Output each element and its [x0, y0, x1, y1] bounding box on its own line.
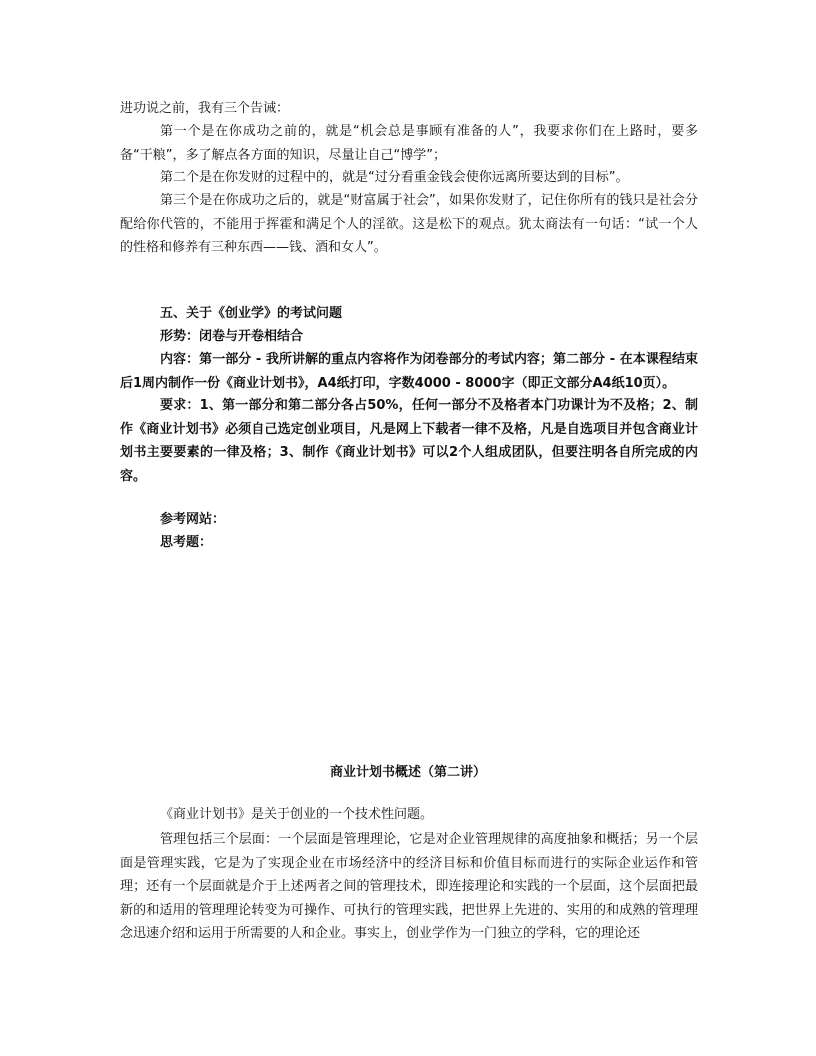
warning-first: 第一个是在你成功之前的，就是“机会总是事顾有准备的人”，我要求你们在上路时，要多备“干粮”，多了解点各方面的知识，尽量让自己“博学”；	[120, 124, 698, 163]
intro-line: 进功说之前，我有三个告诫：	[120, 101, 290, 116]
questions-label: 思考题：	[160, 535, 213, 550]
lecture-title: 商业计划书概述（第二讲）	[329, 765, 486, 780]
exam-requirements: 要求：1、第一部分和第二部分各占50%，任何一部分不及格者本门功课计为不及格；2、制作《商业计划书》必须自己选定创业项目，凡是网上下载者一律不及格，凡是自选项目并包含商业计划书主要要素的一律及格；3、制作《商业计划书》可以2个人组成团队，但要注明各自所完成的内容。	[120, 398, 698, 484]
warning-third: 第三个是在你成功之后的，就是“财富属于社会”，如果你发财了，记住你所有的钱只是社会分配给你代管的，不能用于挥霍和满足个人的淫欲。这是松下的观点。犹太商法有一句话：“试一个人的性格和修养有三种东西——钱、酒和女人”。	[120, 193, 698, 256]
warning-second: 第二个是在你发财的过程中的，就是“过分看重金钱会使你远离所要达到的目标”。	[160, 170, 629, 185]
reference-sites-label: 参考网站：	[160, 512, 226, 527]
lecture-paragraph-2: 管理包括三个层面：一个层面是管理理论，它是对企业管理规律的高度抽象和概括；另一个层面是管理实践，它是为了实现企业在市场经济中的经济目标和价值目标而进行的实际企业运作和管理；还有一个层面就是介于上述两者之间的管理技术，即连接理论和实践的一个层面，这个层面把最新的和适用的管理理论转变为可操作、可执行的管理实践，把世界上先进的、实用的和成熟的管理理念迅速介绍和运用于所需要的人和企业。事实上，创业学作为一门独立的学科，它的理论还	[120, 832, 698, 942]
lecture-paragraph-1: 《商业计划书》是关于创业的一个技术性问题。	[160, 807, 434, 822]
exam-section-heading: 五、关于《创业学》的考试问题	[160, 306, 343, 321]
exam-content: 内容：第一部分 - 我所讲解的重点内容将作为闭卷部分的考试内容；第二部分 - 在本课程结束后1周内制作一份《商业计划书》，A4纸打印，字数4000 - 8000字（即正文部分A4纸10页）。	[120, 352, 698, 391]
exam-form: 形势：闭卷与开卷相结合	[160, 329, 304, 344]
